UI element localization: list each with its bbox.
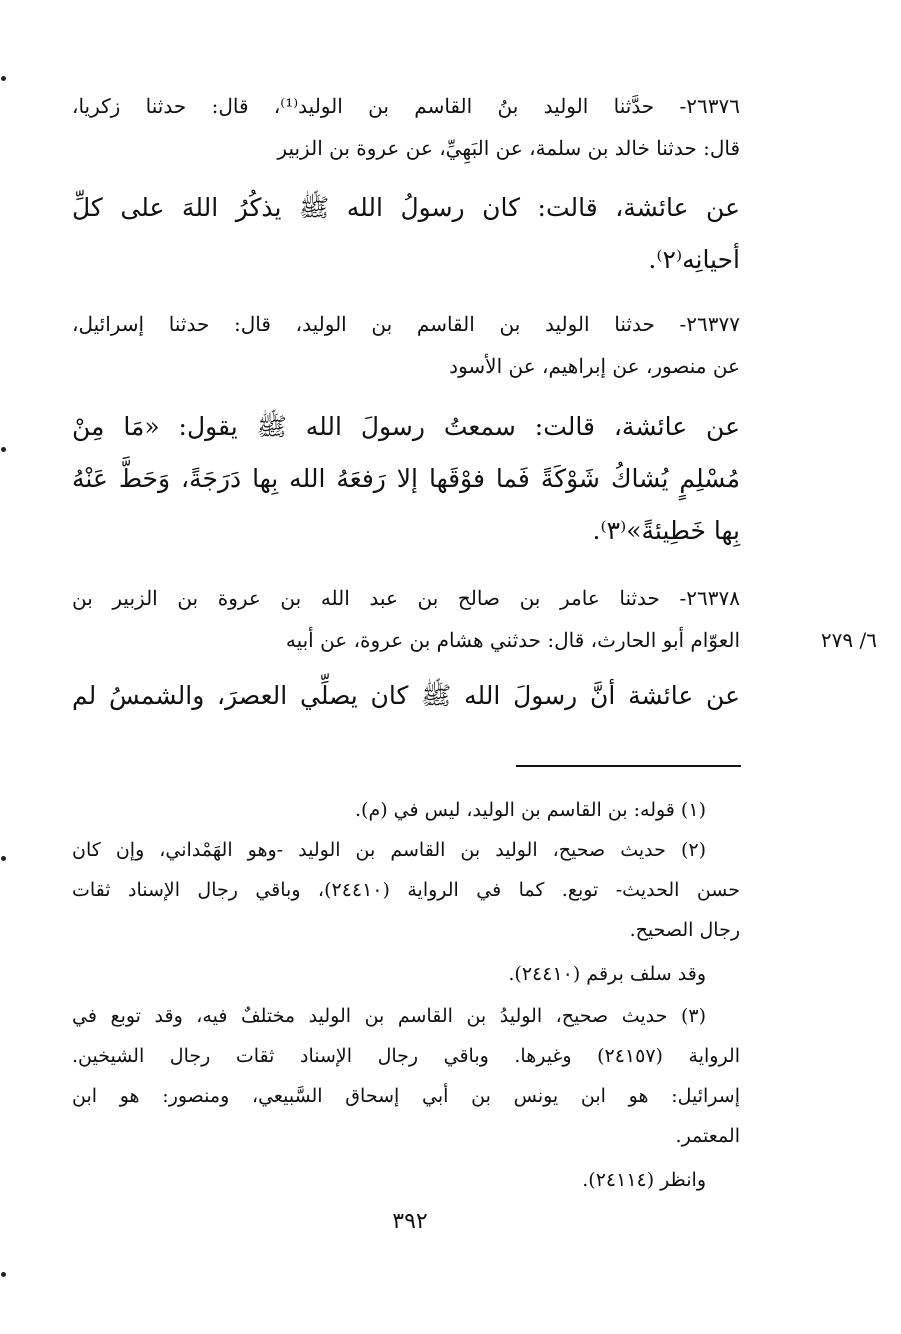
text-line: بِها خَطِيئةً»⁽٣⁾. — [592, 516, 740, 545]
footnote-3-note — [72, 1160, 740, 1200]
matn-26378 — [72, 670, 740, 722]
text-line: رجال الصحيح. — [629, 919, 740, 941]
text-line: (٢) حديث صحيح، الوليد بن القاسم بن الوليد -وهو الهَمْداني، وإن كان — [72, 839, 706, 861]
text-line: عن عائشة، قالت: سمعتُ رسولَ الله ﷺ يقول: «مَا مِنْ — [72, 412, 740, 441]
scan-mark — [1, 76, 6, 81]
text-line: مُسْلِمٍ يُشاكُ شَوْكَةً فَما فوْقَها إلا رَفعَهُ الله بِها دَرَجَةً، وَحَطَّ عَنْهُ — [72, 464, 740, 493]
scan-mark — [1, 1272, 6, 1277]
footnote-2 — [72, 830, 740, 950]
text-line: ٢٦٣٧٨- حدثنا عامر بن صالح بن عبد الله بن عروة بن الزبير بن — [72, 586, 740, 610]
text-line: ٢٦٣٧٧- حدثنا الوليد بن القاسم بن الوليد، قال: حدثنا إسرائيل، — [72, 312, 740, 336]
text-line: قال: حدثنا خالد بن سلمة، عن البَهِيِّ، عن عروة بن الزبير — [277, 136, 740, 160]
text-line: العوّام أبو الحارث، قال: حدثني هشام بن عروة، عن أبيه — [285, 628, 740, 652]
text-line: وقد سلف برقم (٢٤٤١٠). — [508, 963, 706, 985]
isnad-26378 — [72, 577, 740, 661]
isnad-26377 — [72, 303, 740, 387]
text-line: حسن الحديث- توبع. كما في الرواية (٢٤٤١٠)، وباقي رجال الإسناد ثقات — [72, 879, 740, 901]
text-line: عن عائشة أنَّ رسولَ الله ﷺ كان يصلِّي العصرَ، والشمسُ لم — [72, 681, 740, 710]
text-line: أحيانِه⁽٢⁾. — [648, 245, 740, 274]
text-line: ٢٦٣٧٦- حدَّثنا الوليد بنُ القاسم بن الوليد⁽¹⁾، قال: حدثنا زكريا، — [72, 94, 740, 118]
footnote-1 — [72, 790, 740, 830]
text-line: عن عائشة، قالت: كان رسولُ الله ﷺ يذكُرُ اللهَ على كلِّ — [72, 193, 740, 222]
footnote-2-note — [72, 954, 740, 994]
text-line: إسرائيل: هو ابن يونس بن أبي إسحاق السَّبيعي، ومنصور: هو ابن — [72, 1085, 740, 1107]
footnote-3 — [72, 996, 740, 1156]
isnad-26376 — [72, 85, 740, 169]
text-line: وانظر (٢٤١١٤). — [582, 1169, 706, 1191]
text-line: الرواية (٢٤١٥٧) وغيرها. وباقي رجال الإسناد ثقات رجال الشيخين. — [72, 1045, 740, 1067]
footnote-separator — [516, 765, 741, 767]
matn-26376 — [72, 182, 740, 286]
text-line: المعتمر. — [675, 1125, 740, 1147]
margin-reference: ٦/ ٢٧٩ — [820, 628, 877, 652]
page-number: ٣٩٢ — [392, 1209, 428, 1234]
text-line: (٣) حديث صحيح، الوليدُ بن القاسم بن الوليد مختلفٌ فيه، وقد توبع في — [72, 1005, 706, 1027]
matn-26377 — [72, 401, 740, 557]
scan-mark — [1, 856, 6, 861]
text-line: (١) قوله: بن القاسم بن الوليد، ليس في (م). — [355, 799, 706, 821]
scan-mark — [1, 447, 6, 452]
text-line: عن منصور، عن إبراهيم، عن الأسود — [449, 354, 740, 378]
